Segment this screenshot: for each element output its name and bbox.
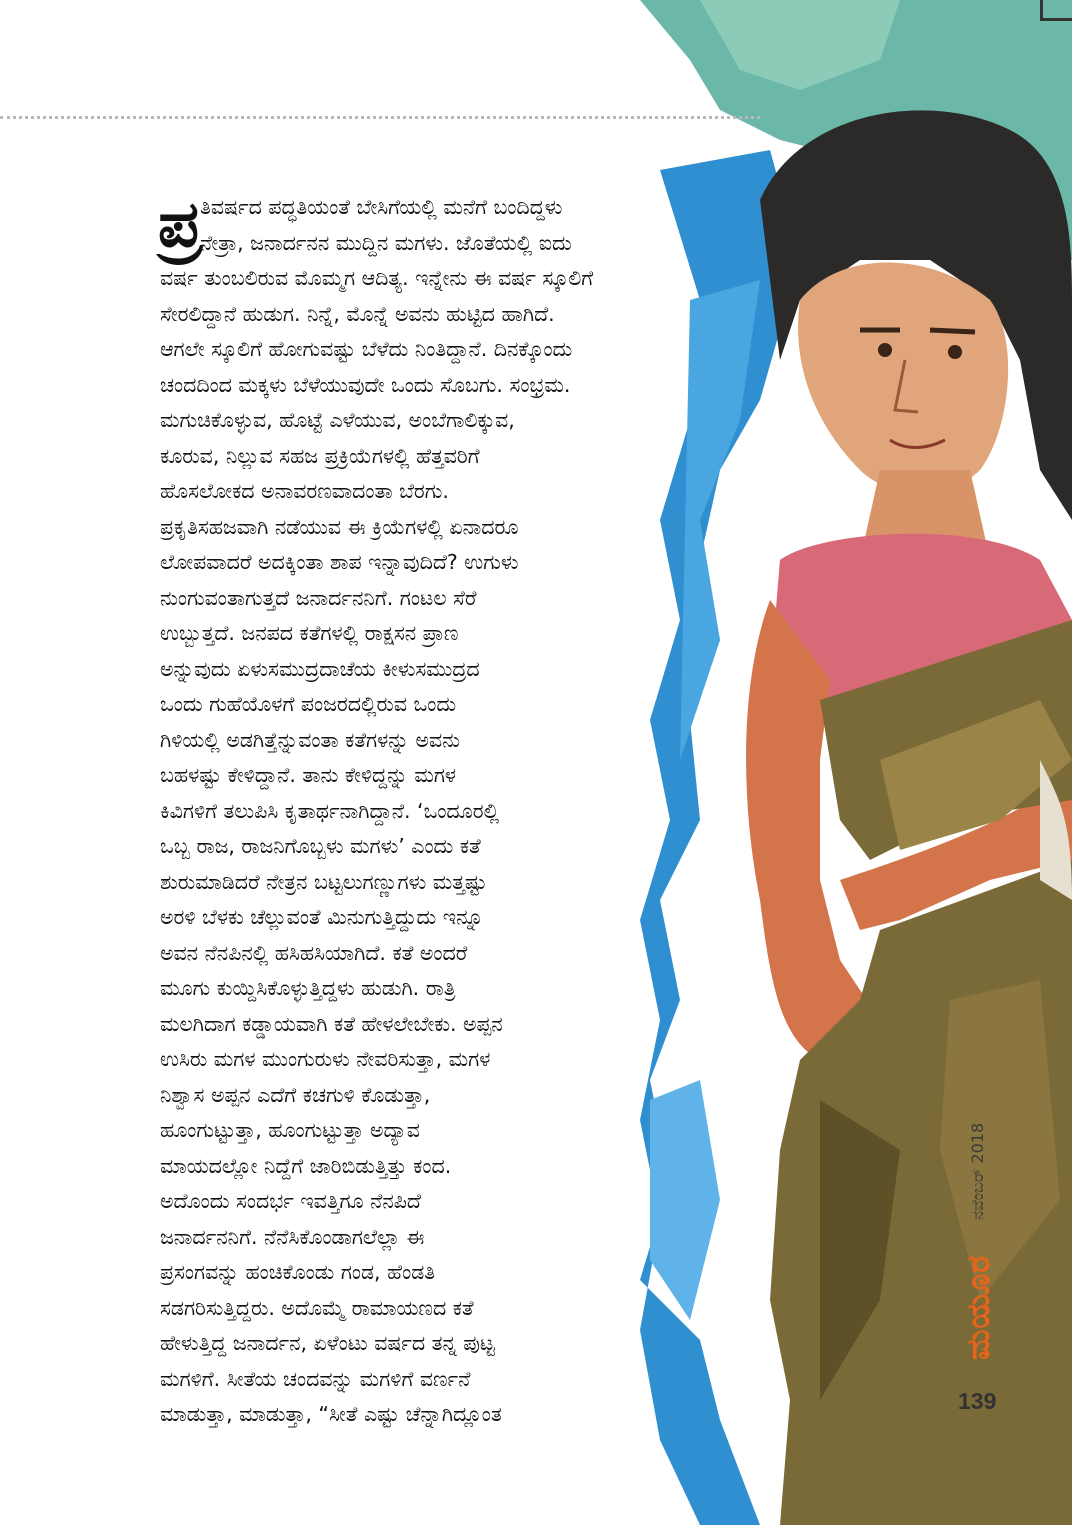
magazine-name: ಮಯೂರ	[959, 1254, 997, 1360]
article-line: ಶುರುಮಾಡಿದರೆ ನೇತ್ರನ ಬಟ್ಟಲುಗಣ್ಣುಗಳು ಮತ್ತಷ್ಟು	[160, 869, 487, 894]
article-line: ನಿಶ್ವಾಸ ಅಪ್ಪನ ಎದೆಗೆ ಕಚಗುಳಿ ಕೊಡುತ್ತಾ,	[160, 1082, 431, 1107]
article-line: ವರ್ಷ ತುಂಬಲಿರುವ ಮೊಮ್ಮಗ ಆದಿತ್ಯ. ಇನ್ನೇನು ಈ ವರ್ಷ ಸ್ಕೂಲಿಗೆ	[160, 266, 594, 290]
article-line: ಅನ್ನುವುದು ಏಳುಸಮುದ್ರದಾಚೆಯ ಕೀಳುಸಮುದ್ರದ	[160, 656, 480, 681]
article-line: ಉಬ್ಬುತ್ತದೆ. ಜನಪದ ಕತೆಗಳಲ್ಲಿ ರಾಕ್ಷಸನ ಪ್ರಾಣ	[160, 621, 459, 645]
article-line: ಲೋಪವಾದರೆ ಅದಕ್ಕಿಂತಾ ಶಾಪ ಇನ್ನಾವುದಿದೆ? ಉಗುಳು	[160, 550, 519, 574]
article-line: ಮಲಗಿದಾಗ ಕಡ್ಡಾಯವಾಗಿ ಕತೆ ಹೇಳಲೇಬೇಕು. ಅಪ್ಪನ	[160, 1011, 503, 1036]
article-line: ಅವನ ನೆನಪಿನಲ್ಲಿ ಹಸಿಹಸಿಯಾಗಿದೆ. ಕತೆ ಅಂದರೆ	[160, 940, 468, 965]
article-line: ಅರಳಿ ಬೆಳಕು ಚೆಲ್ಲುವಂತೆ ಮಿನುಗುತ್ತಿದ್ದುದು ಇನ್ನೂ	[160, 905, 484, 929]
magazine-logo	[955, 1220, 995, 1360]
top-divider	[0, 116, 760, 119]
article-line: ಮಗುಚಿಕೊಳ್ಳುವ, ಹೊಟ್ಟೆ ಎಳೆಯುವ, ಅಂಬೆಗಾಲಿಕ್ಕುವ,	[160, 408, 515, 432]
article-body	[160, 190, 660, 1433]
article-line: ನುಂಗುವಂತಾಗುತ್ತದೆ ಜನಾರ್ದನನಿಗೆ. ಗಂಟಲ ಸೆರೆ	[160, 585, 477, 610]
article-line: ಬಹಳಷ್ಟು ಕೇಳಿದ್ದಾನೆ. ತಾನು ಕೇಳಿದ್ದನ್ನು ಮಗಳ	[160, 763, 457, 787]
article-line: ಒಬ್ಬ ರಾಜ, ರಾಜನಿಗೊಬ್ಬಳು ಮಗಳು’ ಎಂದು ಕತೆ	[160, 834, 481, 858]
article-line: ಮಾಡುತ್ತಾ, ಮಾಡುತ್ತಾ, “ಸೀತೆ ಎಷ್ಟು ಚೆನ್ನಾಗಿದ್ಲೂಂತ	[160, 1402, 502, 1426]
issue-date-text: ನವೆಂಬರ್ 2018	[968, 1122, 987, 1220]
article-line: ಮೂಗು ಕುಯ್ದಿಸಿಕೊಳ್ಳುತ್ತಿದ್ದಳು ಹುಡುಗಿ. ರಾತ್ರಿ	[160, 976, 456, 1000]
article-line: ಜನಾರ್ದನನಿಗೆ. ನೆನೆಸಿಕೊಂಡಾಗಲೆಲ್ಲಾ ಈ	[160, 1224, 425, 1249]
article-line: ಅದೊಂದು ಸಂದರ್ಭ ಇವತ್ತಿಗೂ ನೆನಪಿದೆ	[160, 1189, 421, 1213]
article-line: ನೇತ್ರಾ, ಜನಾರ್ದನನ ಮುದ್ದಿನ ಮಗಳು. ಜೊತೆಯಲ್ಲಿ ಐದು	[200, 230, 572, 255]
issue-date	[968, 1070, 998, 1220]
article-line: ಒಂದು ಗುಹೆಯೊಳಗೆ ಪಂಜರದಲ್ಲಿರುವ ಒಂದು	[160, 692, 457, 716]
article-line: ಹೇಳುತ್ತಿದ್ದ ಜನಾರ್ದನ, ಏಳೆಂಟು ವರ್ಷದ ತನ್ನ ಪುಟ್ಟ	[160, 1331, 495, 1355]
article-line: ಉಸಿರು ಮಗಳ ಮುಂಗುರುಳು ನೇವರಿಸುತ್ತಾ, ಮಗಳ	[160, 1047, 491, 1071]
article-line: ಪ್ರಸಂಗವನ್ನು ಹಂಚಿಕೊಂಡು ಗಂಡ, ಹೆಂಡತಿ	[160, 1260, 436, 1284]
article-line: ತಿವರ್ಷದ ಪದ್ಧತಿಯಂತೆ ಬೇಸಿಗೆಯಲ್ಲಿ ಮನೆಗೆ ಬಂದಿದ್ದಳು	[200, 195, 563, 219]
article-line: ಚಂದದಿಂದ ಮಕ್ಕಳು ಬೆಳೆಯುವುದೇ ಒಂದು ಸೊಬಗು. ಸಂಭ್ರಮ.	[160, 372, 571, 397]
article-line: ಕೂರುವ, ನಿಲ್ಲುವ ಸಹಜ ಪ್ರಕ್ರಿಯೆಗಳಲ್ಲಿ ಹೆತ್ತವರಿಗೆ	[160, 443, 480, 468]
article-line: ಗಿಳಿಯಲ್ಲಿ ಅಡಗಿತ್ತೆನ್ನುವಂತಾ ಕತೆಗಳನ್ನು ಅವನು	[160, 727, 461, 752]
article-line: ಆಗಲೇ ಸ್ಕೂಲಿಗೆ ಹೋಗುವಷ್ಟು ಬೆಳೆದು ನಿಂತಿದ್ದಾನೆ. ದಿನಕ್ಕೊಂದು	[160, 337, 573, 361]
page-number: 139	[958, 1388, 997, 1414]
article-line: ಸೇರಲಿದ್ದಾನೆ ಹುಡುಗ. ನಿನ್ನೆ, ಮೊನ್ನೆ ಅವನು ಹುಟ್ಟಿದ ಹಾಗಿದೆ.	[160, 301, 555, 326]
article-line: ಪ್ರಕೃತಿಸಹಜವಾಗಿ ನಡೆಯುವ ಈ ಕ್ರಿಯೆಗಳಲ್ಲಿ ಏನಾದರೂ	[160, 514, 519, 539]
article-line: ಮಾಯದಲ್ಲೋ ನಿದ್ದೆಗೆ ಜಾರಿಬಿಡುತ್ತಿತ್ತು ಕಂದ.	[160, 1153, 452, 1178]
drop-cap: ಪ್ರ	[158, 188, 202, 262]
article-line: ಮಗಳಿಗೆ. ಸೀತೆಯ ಚಂದವನ್ನು ಮಗಳಿಗೆ ವರ್ಣನೆ	[160, 1366, 471, 1391]
article-line: ಸಡಗರಿಸುತ್ತಿದ್ದರು. ಅದೊಮ್ಮೆ ರಾಮಾಯಣದ ಕತೆ	[160, 1295, 474, 1320]
corner-crop-mark	[1040, 0, 1072, 21]
article-line: ಕಿವಿಗಳಿಗೆ ತಲುಪಿಸಿ ಕೃತಾರ್ಥನಾಗಿದ್ದಾನೆ. ‘ಒಂದೂರಲ್ಲಿ	[160, 798, 500, 823]
article-line: ಹೂಂಗುಟ್ಟುತ್ತಾ, ಹೂಂಗುಟ್ಟುತ್ತಾ ಅದ್ಯಾವ	[160, 1118, 420, 1142]
article-line: ಹೊಸಲೋಕದ ಅನಾವರಣವಾದಂತಾ ಬೆರಗು.	[160, 479, 449, 503]
